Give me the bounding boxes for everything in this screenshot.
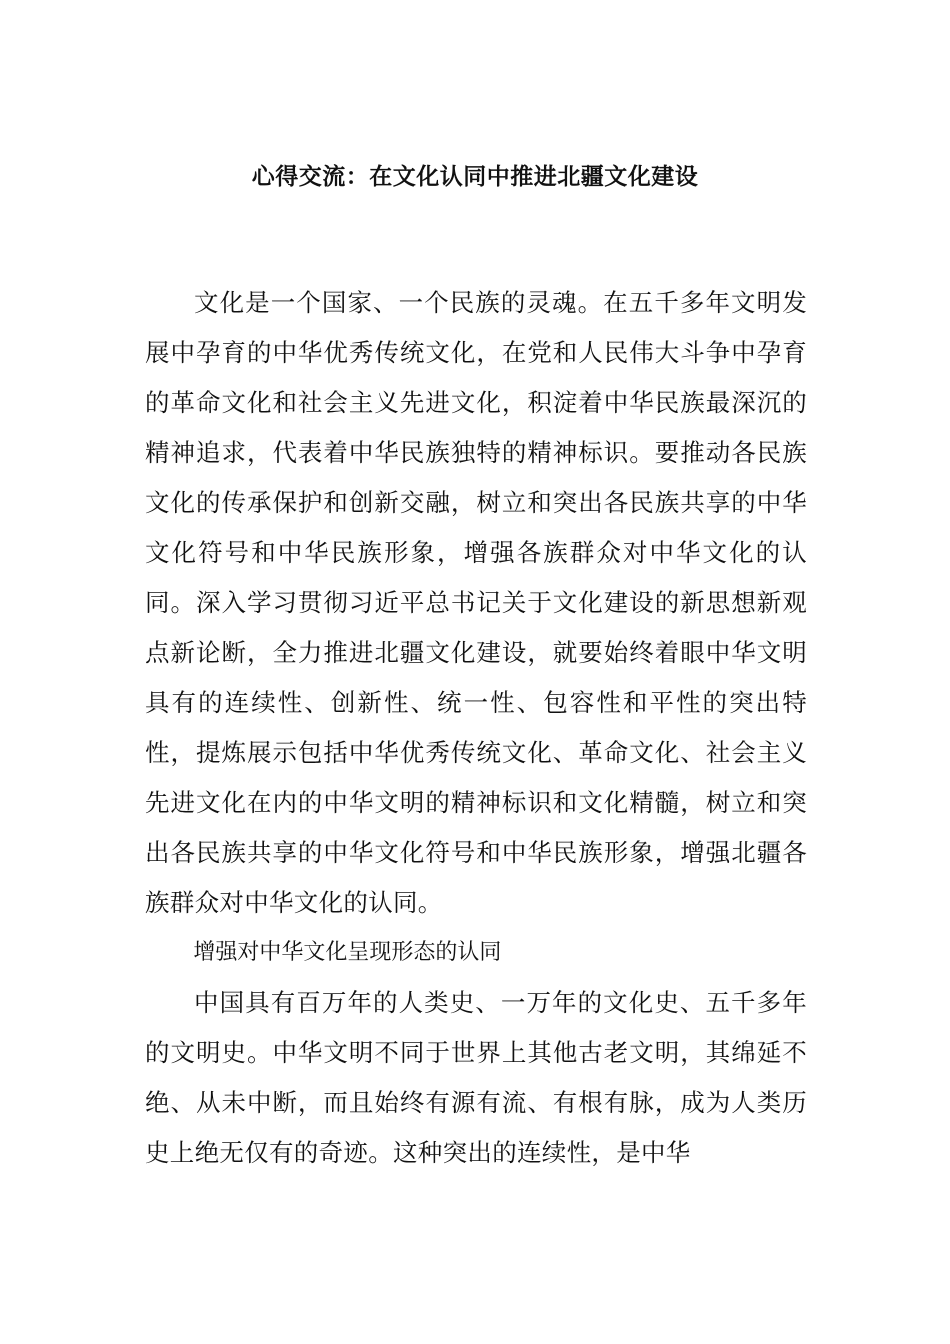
body-paragraph-2: 中国具有百万年的人类史、一万年的文化史、五千多年的文明史。中华文明不同于世界上其他古老文明，其绵延不绝、从未中断，而且始终有源有流、有根有脉，成为人类历史上绝无仅有的奇迹。这种突出的连续性，是中华 [145,988,807,1167]
body-paragraph-1: 文化是一个国家、一个民族的灵魂。在五千多年文明发展中孕育的中华优秀传统文化，在党和人民伟大斗争中孕育的革命文化和社会主义先进文化，积淀着中华民族最深沉的精神追求，代表着中华民族独特的精神标识。要推动各民族文化的传承保护和创新交融，树立和突出各民族共享的中华文化符号和中华民族形象，增强各族群众对中华文化的认同。深入学习贯彻习近平总书记关于文化建设的新思想新观点新论断，全力推进北疆文化建设，就要始终着眼中华文明具有的连续性、创新性、统一性、包容性和平性的突出特性，提炼展示包括中华优秀传统文化、革命文化、社会主义先进文化在内的中华文明的精神标识和文化精髓，树立和突出各民族共享的中华文化符号和中华民族形象，增强北疆各族群众对中华文化的认同。 [145,288,807,917]
document-title: 心得交流：在文化认同中推进北疆文化建设 [251,164,699,190]
section-subheading: 增强对中华文化呈现形态的认同 [193,940,502,965]
document-body [145,278,807,1178]
